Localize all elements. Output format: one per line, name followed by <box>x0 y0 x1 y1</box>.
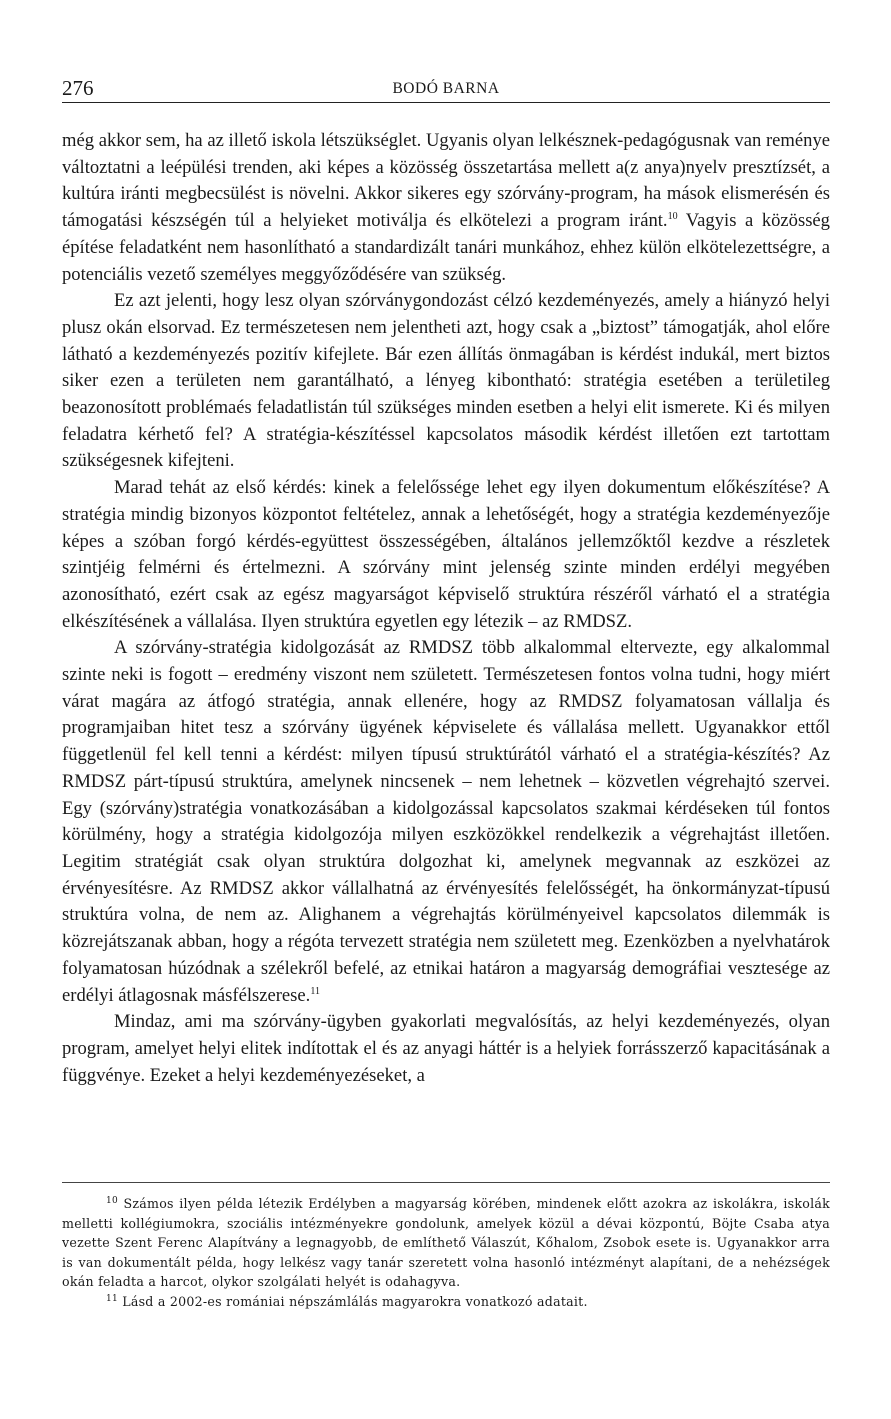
page-header <box>62 76 830 103</box>
footnote-11 <box>62 1292 830 1312</box>
footnotes <box>62 1194 830 1311</box>
paragraph: Ez azt jelenti, hogy lesz olyan szórványgondozást célzó kezdeményezés, amely a hiányzó helyi plusz okán elsorvad. Ez természetesen nem jelentheti azt, hogy csak a „biztost” támogatják, ahol előre látható a kezdeményezés pozitív kifejlete. Bár ezen állítás önmagában is kérdést indukál, mert biztos siker ezen a területen nem garantálható, a lényeg kibontható: stratégia esetében a területileg beazonosított problémaés feladatlistán túl szükséges minden esetben a helyi elit ismerete. Ki és milyen feladatra kérhető fel? A stratégia-készítéssel kapcsolatos második kérdést illetően ezt tartottam szükségesnek kifejteni. <box>62 290 830 472</box>
paragraph-text: Vagyis a közösség építése feladatként nem hasonlítható a standardizált tanári munkához, ehhez külön elkötelezettségre, a potenciális vezető személyes meggyőződésére van szükség. <box>62 210 830 285</box>
paragraph <box>62 128 830 288</box>
footnote-mark: 10 <box>106 1196 118 1206</box>
footnote-ref-10: 10 <box>667 211 678 223</box>
footnote-ref-11: 11 <box>310 985 320 997</box>
footnote-10 <box>62 1194 830 1292</box>
page-number: 276 <box>62 76 94 100</box>
running-head: BODÓ BARNA <box>392 80 500 97</box>
paragraph: Marad tehát az első kérdés: kinek a felelőssége lehet egy ilyen dokumentum előkészítése? A stratégia mindig bizonyos központot feltételez, annak a lehetőségét, hogy a stratégia kezdeményezője képes a szóban forgó kérdés-együttest összességében, általános jellemzőktől kezdve a részletek szintjéig felmérni és értelmezni. A szórvány mint jelenség szinte minden erdélyi megyében azonosítható, ezért csak az egész magyarságot képviselő struktúra részéről várható el a stratégia elkészítésének a vállalása. Ilyen struktúra egyetlen egy létezik – az RMDSZ. <box>62 477 830 632</box>
paragraph: Mindaz, ami ma szórvány-ügyben gyakorlati megvalósítás, az helyi kezdeményezés, olyan program, amelyet helyi elitek indítottak el és az anyagi háttér is a helyiek forrásszerző kapacitásának a függvénye. Ezeket a helyi kezdeményezéseket, a <box>62 1011 830 1086</box>
paragraph-text: A szórvány-stratégia kidolgozását az RMDSZ több alkalommal eltervezte, egy alkalommal szinte neki is fogott – eredmény viszont nem született. Természetesen fontos volna tudni, hogy miért várat magára az átfogó stratégia, annak ellenére, hogy az RMDSZ folyamatosan vállalja és programjaiban hitet tesz a szórvány ügyének képviselete és vállalása mellett. Ugyanakkor ettől függetlenül fel kell tenni a kérdést: milyen típusú struktúrától várható el a stratégia-készítés? Az RMDSZ párt-típusú struktúra, amelynek nincsenek – nem lehetnek – közvetlen végrehajtó szervei. Egy (szórvány)stratégia vonatkozásában a kidolgozással kapcsolatos szakmai kérdéseken túl fontos körülmény, hogy a stratégia kidolgozója milyen eszközökkel rendelkezik a végrehajtást illetően. Legitim stratégiát csak olyan struktúra dolgozhat ki, amelynek megvannak az eszközei az érvényesítésre. Az RMDSZ akkor vállalhatná az érvényesítés felelősségét, ha önkormányzat-típusú struktúra volna, de nem az. Alighanem a végrehajtás körülményeivel kapcsolatos dilemmák is közrejátszanak abban, hogy a régóta tervezett stratégia nem született meg. Ezenközben a nyelvhatárok folyamatosan húzódnak a szélekről befelé, az etnikai határon a magyarság demográfiai vesztesége az erdélyi átlagosnak másfélszerese. <box>62 637 830 1006</box>
footnote-mark: 11 <box>106 1293 118 1304</box>
paragraph <box>62 635 830 1009</box>
footnote-text: Lásd a 2002-es romániai népszámlálás magyarokra vonatkozó adatait. <box>117 1293 588 1309</box>
footnote-divider <box>62 1182 830 1183</box>
paragraph-text: még akkor sem, ha az illető iskola létszükséglet. Ugyanis olyan lelkésznek-pedagógusnak van reménye változtatni a leépülési trenden, aki képes a közösség összetartása mellett a(z anya)nyelv presztízsét, a kultúra iránti megbecsülést is növelni. Akkor sikeres egy szórvány-program, ha mások elismerésén és támogatási készségén túl a helyieket motiválja és elkötelezi a program iránt. <box>62 130 830 232</box>
footnote-text: Számos ilyen példa létezik Erdélyben a magyarság körében, mindenek előtt azokra az iskolákra, iskolák melletti kollégiumokra, szociális intézményekre gondolunk, amelyek közül a dévai központú, Böjte Csaba atya vezette Szent Ferenc Alapítvány a legnagyobb, de említhető Válaszút, Kőhalom, Zsobok esete is. Ugyanakkor arra is van dokumentált példa, hogy lelkész vagy tanár szeretett volna hasonló intézményt alapítani, de a nehézségek okán feladta a harcot, olykor szolgálati helyét is odahagyva. <box>62 1196 830 1289</box>
body-text <box>62 128 830 1089</box>
